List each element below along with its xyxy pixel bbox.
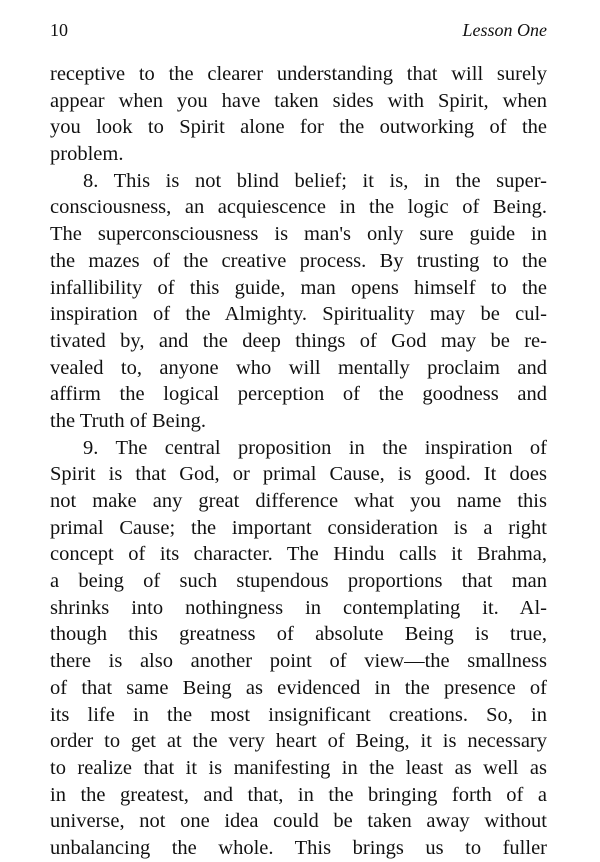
text-line: not make any great difference what you name this (50, 490, 547, 512)
text-line: a being of such stupendous proportions that man (50, 570, 547, 593)
text-line: in the greatest, and that, in the bringing forth of a (50, 783, 547, 806)
paragraph (50, 61, 547, 168)
text-line: of that same Being as evidenced in the presence of (50, 676, 547, 699)
text-line: to realize that it is manifesting in the least as well as (50, 756, 547, 779)
page-header (50, 20, 547, 46)
text-line: primal Cause; the important consideration is a right (50, 516, 547, 539)
text-line: the Truth of Being. (50, 409, 207, 432)
text-line: 9. The central proposition in the inspiration of (83, 436, 547, 459)
paragraph (50, 435, 547, 862)
text-line: inspiration of the Almighty. Spirituality may be cul- (50, 303, 547, 326)
text-line: 8. This is not blind belief; it is, in the super- (83, 169, 547, 192)
text-line: tivated by, and the deep things of God may be re- (50, 329, 547, 352)
text-line: there is also another point of view—the smallness (50, 650, 547, 673)
text-line: though this greatness of absolute Being is true, (50, 623, 547, 646)
text-line: affirm the logical perception of the goodness and (50, 383, 547, 406)
text-line: appear when you have taken sides with Spirit, when (50, 89, 547, 112)
text-line: its life in the most insignificant creations. So, in (50, 703, 547, 726)
text-line: unbalancing the whole. This brings us to fuller (50, 836, 547, 859)
text-line: the mazes of the creative process. By trusting to the (50, 249, 547, 272)
text-line: consciousness, an acquiescence in the logic of Being. (50, 196, 547, 219)
text-line: problem. (50, 143, 124, 166)
text-line: order to get at the very heart of Being, it is necessary (50, 730, 547, 753)
paragraph (50, 168, 547, 435)
text-line: you look to Spirit alone for the outworking of the (50, 116, 547, 139)
text-line: The superconsciousness is man's only sure guide in (50, 223, 547, 246)
running-title: Lesson One (462, 20, 547, 40)
text-line: receptive to the clearer understanding that will surely (50, 63, 547, 85)
text-line: shrinks into nothingness in contemplating it. Al- (50, 596, 547, 619)
page-number: 10 (50, 20, 68, 40)
page-body (50, 61, 547, 862)
text-line: universe, not one idea could be taken away without (50, 810, 547, 833)
text-line: vealed to, anyone who will mentally proclaim and (50, 356, 547, 379)
text-line: concept of its character. The Hindu calls it Brahma, (50, 543, 547, 566)
text-line: Spirit is that God, or primal Cause, is good. It does (50, 463, 547, 486)
text-line: infallibility of this guide, man opens himself to the (50, 276, 547, 299)
